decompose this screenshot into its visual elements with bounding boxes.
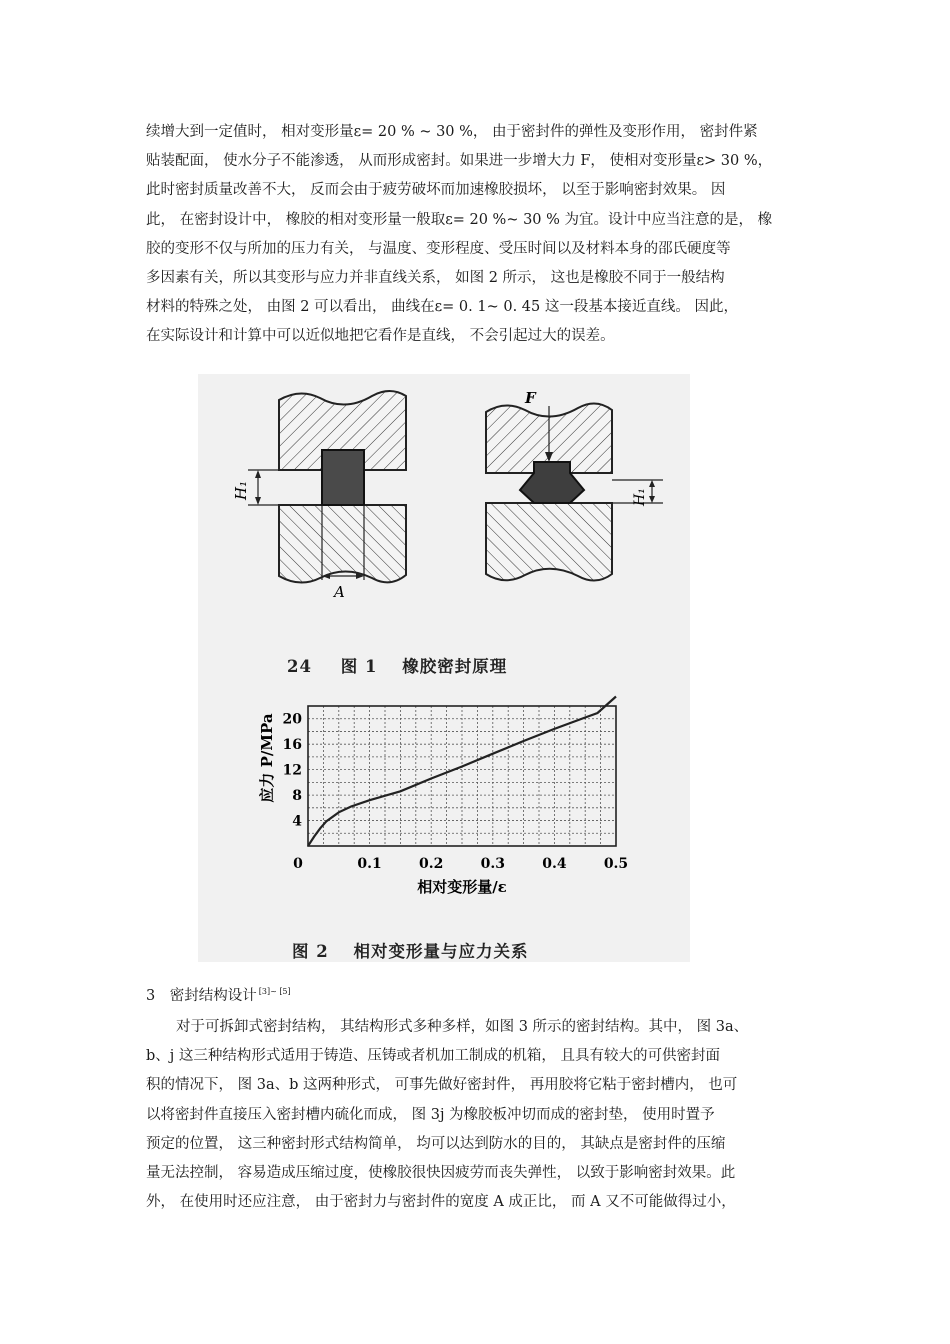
y-tick-label: 20 <box>282 711 302 728</box>
y-tick-label: 16 <box>282 737 302 754</box>
text-line: 对于可拆卸式密封结构， 其结构形式多种多样，如图 3 所示的密封结构。其中， 图 3a、 <box>176 1019 749 1035</box>
chart-x-ticks <box>293 856 628 872</box>
section-heading-text: 3 密封结构设计 <box>146 988 257 1004</box>
label-h1-left: H₁ <box>232 480 250 500</box>
paragraph-2 <box>146 1013 814 1217</box>
label-f: F <box>525 389 536 407</box>
figure-1-page-number: 24 <box>287 657 312 676</box>
chart-grid <box>308 706 616 846</box>
figure-2-caption <box>292 938 528 962</box>
y-tick-label: 12 <box>282 762 302 779</box>
chart-y-axis-label: 应力 P/MPa <box>258 713 276 803</box>
x-tick-label: 0.2 <box>419 856 444 872</box>
label-a: A <box>334 583 345 601</box>
x-tick-label: 0.1 <box>357 856 382 872</box>
chart-y-ticks <box>283 712 303 830</box>
figure-1-label: 图 1 <box>340 657 378 676</box>
text-line: 外， 在使用时还应注意， 由于密封力与密封件的宽度 A 成正比， 而 A 又不可能做得过小， <box>146 1194 736 1211</box>
label-h1-right: H₁ <box>632 488 648 506</box>
x-tick-label: 0 <box>293 856 303 872</box>
text-line: 续增大到一定值时， 相对变形量ε= 20 % ~ 30 %， 由于密封件的弹性及变形作用， 密封件紧 <box>146 124 758 140</box>
section-3-heading <box>146 984 291 1005</box>
figure-2-caption-text: 相对变形量与应力关系 <box>353 942 529 961</box>
text-line: 以将密封件直接压入密封槽内硫化而成， 图 3j 为橡胶板冲切而成的密封垫， 使用时置予 <box>146 1106 715 1123</box>
text-line: 此时密封质量改善不大， 反而会由于疲劳破坏而加速橡胶损坏， 以至于影响密封效果。 因 <box>146 182 726 199</box>
y-tick-label: 4 <box>292 813 302 830</box>
text-line: 预定的位置， 这三种密封形式结构简单， 均可以达到防水的目的， 其缺点是密封件的压缩 <box>146 1135 726 1152</box>
x-tick-label: 0.4 <box>542 856 567 872</box>
x-tick-label: 0.3 <box>480 856 505 872</box>
text-line: 积的情况下， 图 3a、b 这两种形式， 可事先做好密封件， 再用胶将它粘于密封槽内， 也可 <box>146 1077 738 1094</box>
text-line: 多因素有关，所以其变形与应力并非直线关系， 如图 2 所示， 这也是橡胶不同于一般结构 <box>146 270 725 287</box>
figure-2-label: 图 2 <box>292 942 329 961</box>
text-line: b、j 这三种结构形式适用于铸造、压铸或者机加工制成的机箱， 且具有较大的可供密封面 <box>146 1048 720 1065</box>
x-tick-label: 0.5 <box>603 856 629 872</box>
y-tick-label: 8 <box>292 788 302 805</box>
text-line: 此， 在密封设计中， 橡胶的相对变形量一般取ε= 20 %~ 30 % 为宜。设计中应当注意的是， 橡 <box>146 211 773 228</box>
text-line: 材料的特殊之处， 由图 2 可以看出， 曲线在ε= 0. 1~ 0. 45 这一段基本接近直线。 因此， <box>146 299 738 316</box>
figure-1-caption-text: 橡胶密封原理 <box>402 657 508 676</box>
text-line: 胶的变形不仅与所加的压力有关， 与温度、变形程度、受压时间以及材料本身的邵氏硬度等 <box>146 240 731 257</box>
chart-x-axis-label: 相对变形量/ε <box>417 878 507 896</box>
text-line: 量无法控制， 容易造成压缩过度，使橡胶很快因疲劳而丧失弹性， 以致于影响密封效果。此 <box>146 1165 736 1182</box>
section-heading-reference: [3]~ [5] <box>258 987 291 997</box>
text-line: 在实际设计和计算中可以近似地把它看作是直线， 不会引起过大的误差。 <box>146 328 615 345</box>
text-line: 贴装配面， 使水分子不能渗透， 从而形成密封。如果进一步增大力 F， 使相对变形量ε> 30 %， <box>146 153 773 170</box>
